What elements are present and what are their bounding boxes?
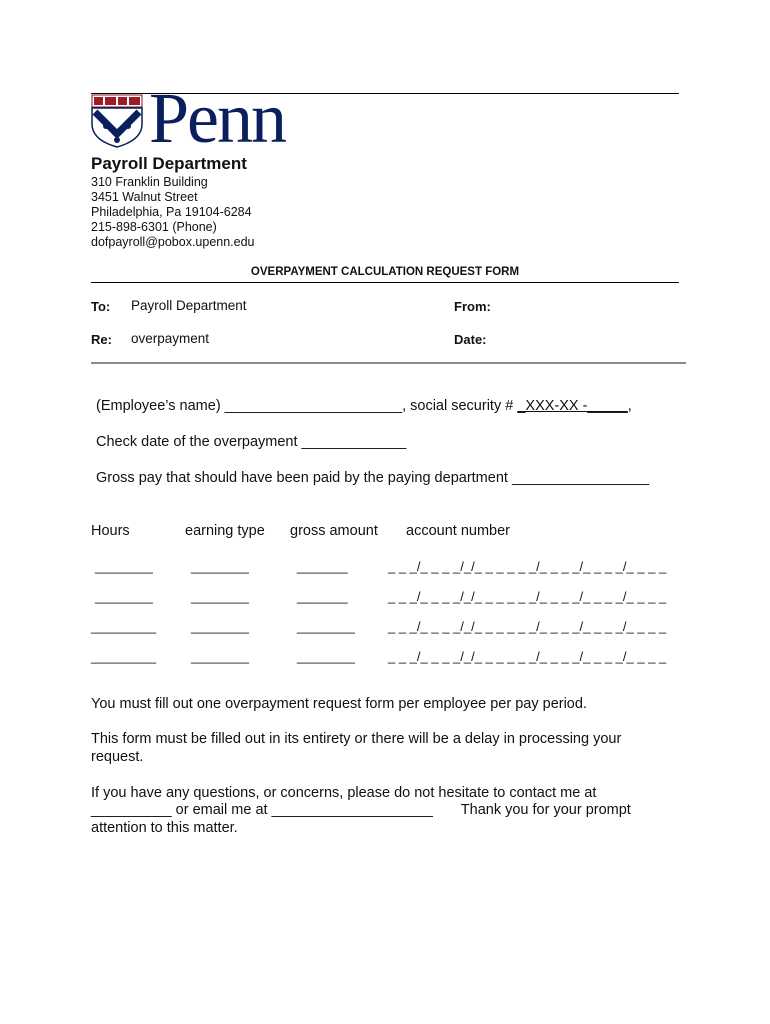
account-number-blank: _ _ _/_ _ _ _/_/_ _ _ _ _ _/_ _ _ _/_ _ _ _/_ _ _ _ — [388, 559, 667, 574]
instruction-one-form: You must fill out one overpayment request form per employee per pay period. — [91, 696, 587, 712]
account-number-blank: _ _ _/_ _ _ _/_/_ _ _ _ _ _/_ _ _ _/_ _ _ _/_ _ _ _ — [388, 649, 667, 664]
check-date-field: Check date of the overpayment _____________ — [96, 434, 407, 450]
employee-name-field: (Employee’s name) ______________________, social security # — [96, 398, 518, 414]
header-account-number: account number — [406, 523, 510, 539]
gross-amount-blank: _______ — [297, 559, 348, 574]
address-line: Philadelphia, Pa 19104-6284 — [91, 205, 252, 219]
earning-type-blank: ________ — [191, 589, 249, 604]
instruction-complete-line1: This form must be filled out in its entirety or there will be a delay in processing your — [91, 731, 622, 747]
hours-blank: ________ — [95, 559, 153, 574]
contact-line3: attention to this matter. — [91, 820, 238, 836]
header-earning-type: earning type — [185, 523, 265, 539]
gross-pay-field: Gross pay that should have been paid by the paying department _________________ — [96, 470, 650, 486]
form-title: OVERPAYMENT CALCULATION REQUEST FORM — [250, 266, 520, 278]
ssn-trail: , — [627, 398, 632, 414]
earning-type-blank: ________ — [191, 649, 249, 664]
instruction-complete-line2: request. — [91, 749, 144, 765]
earning-type-blank: ________ — [191, 559, 249, 574]
earning-type-blank: ________ — [191, 619, 249, 634]
to-value: Payroll Department — [131, 298, 247, 313]
hours-blank: _________ — [91, 649, 157, 664]
contact-line1: If you have any questions, or concerns, please do not hesitate to contact me at — [91, 785, 597, 801]
re-label: Re: — [91, 332, 112, 347]
account-number-blank: _ _ _/_ _ _ _/_/_ _ _ _ _ _/_ _ _ _/_ _ _ _/_ _ _ _ — [388, 589, 667, 604]
to-label: To: — [91, 299, 111, 314]
hours-blank: _________ — [91, 619, 157, 634]
gross-amount-blank: _______ — [297, 589, 348, 604]
memo-rule — [91, 362, 686, 364]
contact-line2: __________ or email me at ____________________ Thank you for your prompt — [91, 802, 631, 818]
address-line: 310 Franklin Building — [91, 175, 208, 189]
penn-shield-icon — [91, 94, 143, 153]
ssn-field: _XXX-XX -_____ — [517, 398, 628, 414]
re-value: overpayment — [131, 331, 210, 346]
header-hours: Hours — [91, 523, 130, 539]
gross-amount-blank: ________ — [297, 619, 355, 634]
gross-amount-blank: ________ — [297, 649, 355, 664]
date-label: Date: — [454, 332, 487, 347]
header-gross-amount: gross amount — [290, 523, 378, 539]
from-label: From: — [454, 299, 491, 314]
penn-wordmark: Penn — [149, 78, 285, 158]
email-line: dofpayroll@pobox.upenn.edu — [91, 235, 255, 249]
address-line: 3451 Walnut Street — [91, 190, 198, 204]
department-title: Payroll Department — [91, 154, 247, 173]
hours-blank: ________ — [95, 589, 153, 604]
account-number-blank: _ _ _/_ _ _ _/_/_ _ _ _ _ _/_ _ _ _/_ _ _ _/_ _ _ _ — [388, 619, 667, 634]
title-rule — [91, 282, 679, 283]
phone-line: 215-898-6301 (Phone) — [91, 220, 217, 234]
employee-ssn-line — [96, 398, 632, 414]
